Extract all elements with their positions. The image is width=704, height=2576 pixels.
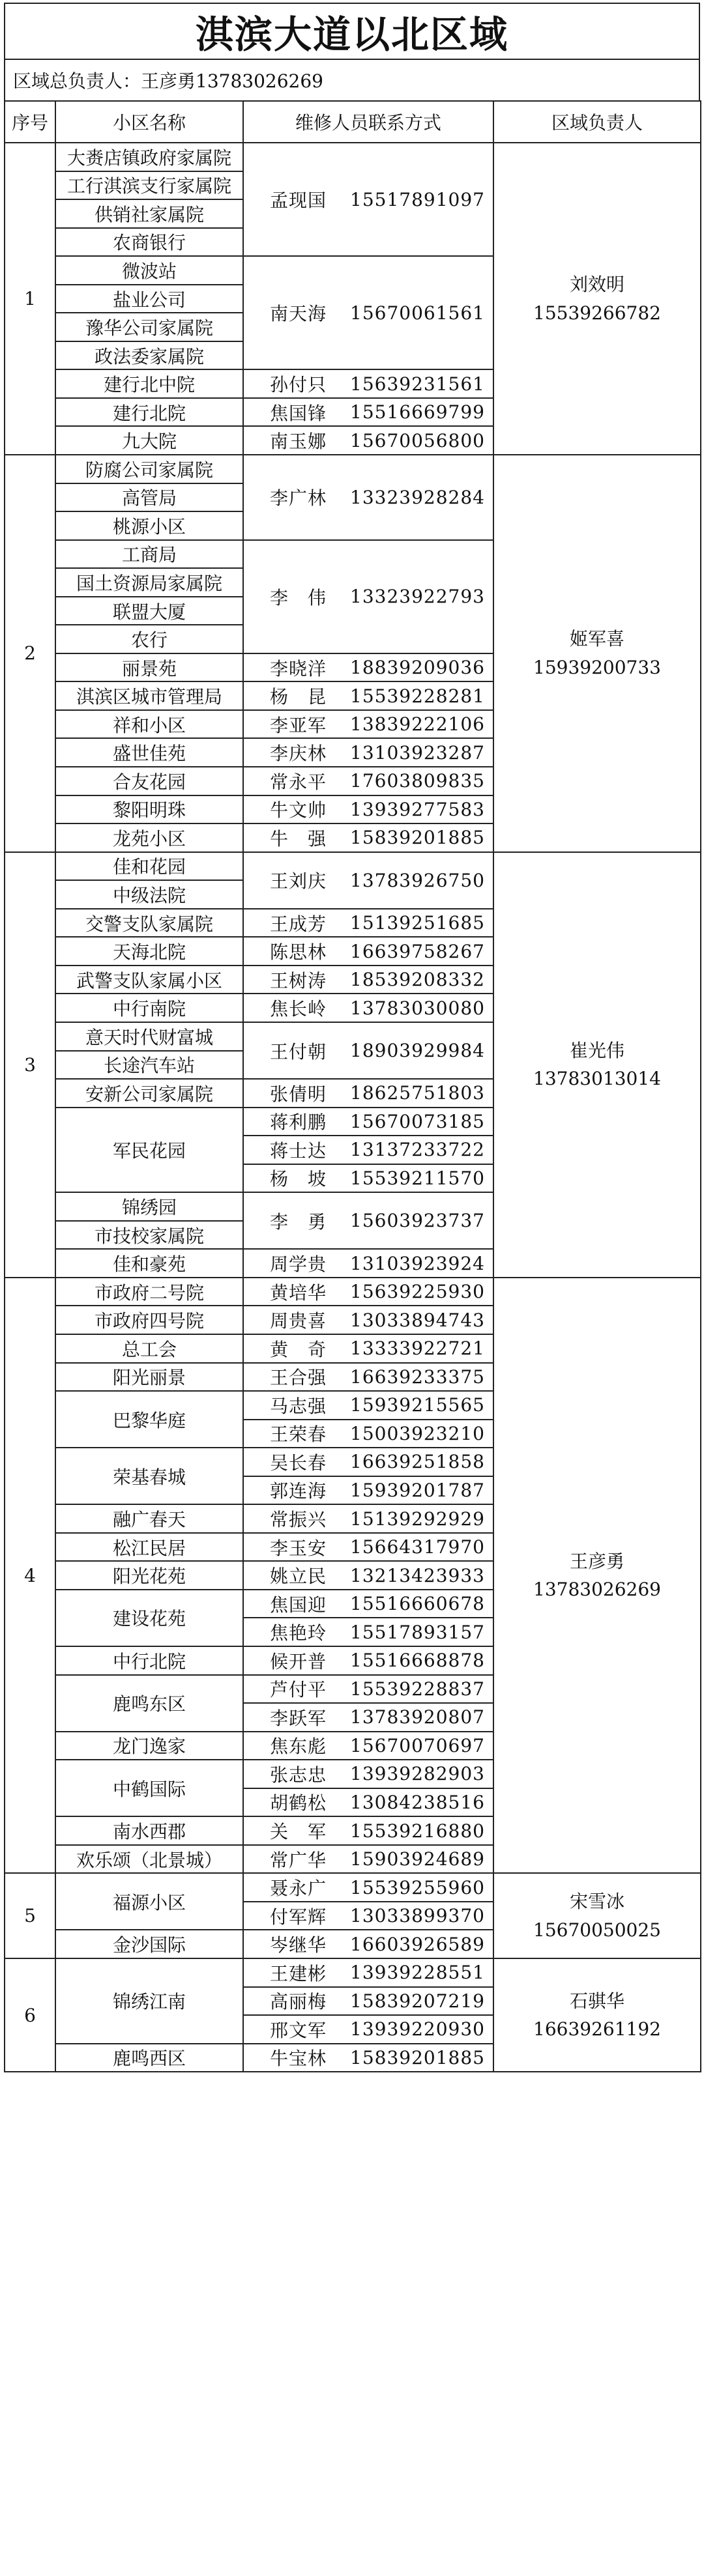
community-name: 建行北院 bbox=[55, 398, 243, 427]
table-row bbox=[5, 455, 701, 483]
repair-person-name: 牛宝林 bbox=[243, 2044, 341, 2072]
repair-person-phone: 18625751803 bbox=[341, 1079, 493, 1108]
repair-person-phone: 13137233722 bbox=[341, 1136, 493, 1164]
community-name: 中行南院 bbox=[55, 994, 243, 1022]
area-manager-name: 石骐华 bbox=[570, 1990, 625, 2012]
community-name: 阳光丽景 bbox=[55, 1363, 243, 1392]
area-manager bbox=[493, 1873, 701, 1958]
repair-person-phone: 13033899370 bbox=[341, 1902, 493, 1930]
repair-person-phone: 13939282903 bbox=[341, 1760, 493, 1788]
repair-person-name: 李晓洋 bbox=[243, 653, 341, 682]
repair-person-phone: 15939215565 bbox=[341, 1391, 493, 1420]
community-name: 福源小区 bbox=[55, 1873, 243, 1930]
community-name: 国土资源局家属院 bbox=[55, 568, 243, 597]
area-manager-phone: 15670050025 bbox=[533, 1919, 661, 1941]
community-name: 九大院 bbox=[55, 426, 243, 455]
repair-person-phone: 15539228281 bbox=[341, 681, 493, 710]
repair-person-name: 李亚军 bbox=[243, 710, 341, 739]
repair-person-phone: 15139292929 bbox=[341, 1504, 493, 1533]
repair-person-phone: 15516668878 bbox=[341, 1646, 493, 1675]
repair-person-phone: 13323922793 bbox=[341, 540, 493, 653]
community-name: 中级法院 bbox=[55, 880, 243, 909]
community-name: 长途汽车站 bbox=[55, 1051, 243, 1080]
repair-person-name: 黄 奇 bbox=[243, 1334, 341, 1363]
repair-person-name: 姚立民 bbox=[243, 1561, 341, 1590]
community-name: 桃源小区 bbox=[55, 511, 243, 540]
community-name: 融广春天 bbox=[55, 1504, 243, 1533]
repair-person-phone: 15539216880 bbox=[341, 1816, 493, 1845]
repair-person-name: 陈思林 bbox=[243, 937, 341, 966]
repair-person-name: 聂永广 bbox=[243, 1873, 341, 1902]
repair-person-name: 王付朝 bbox=[243, 1022, 341, 1079]
repair-person-name: 李 勇 bbox=[243, 1192, 341, 1249]
repair-person-phone: 15664317970 bbox=[341, 1533, 493, 1562]
repair-person-phone: 13783030080 bbox=[341, 994, 493, 1022]
community-name: 工商局 bbox=[55, 540, 243, 569]
repair-person-phone: 16639251858 bbox=[341, 1448, 493, 1476]
repair-person-name: 焦国迎 bbox=[243, 1590, 341, 1618]
repair-person-name: 焦长岭 bbox=[243, 994, 341, 1022]
area-manager bbox=[493, 852, 701, 1278]
community-name: 丽景苑 bbox=[55, 653, 243, 682]
community-name: 松江民居 bbox=[55, 1533, 243, 1562]
community-name: 防腐公司家属院 bbox=[55, 455, 243, 483]
area-manager-name: 刘效明 bbox=[570, 274, 625, 296]
community-name: 龙苑小区 bbox=[55, 823, 243, 852]
community-name: 锦绣园 bbox=[55, 1192, 243, 1221]
repair-person-phone: 16639758267 bbox=[341, 937, 493, 966]
repair-person-phone: 16639233375 bbox=[341, 1363, 493, 1392]
repair-person-name: 关 军 bbox=[243, 1816, 341, 1845]
repair-person-name: 胡鹤松 bbox=[243, 1788, 341, 1817]
repair-person-name: 周学贵 bbox=[243, 1249, 341, 1278]
area-manager-name: 崔光伟 bbox=[570, 1039, 625, 1061]
repair-person-name: 王建彬 bbox=[243, 1958, 341, 1987]
repair-person-name: 杨 坡 bbox=[243, 1164, 341, 1193]
repair-person-name: 周贵喜 bbox=[243, 1306, 341, 1334]
repair-person-phone: 15839201885 bbox=[341, 2044, 493, 2072]
community-name: 南水西郡 bbox=[55, 1816, 243, 1845]
area-manager bbox=[493, 1278, 701, 1873]
repair-person-name: 候开普 bbox=[243, 1646, 341, 1675]
group-number: 6 bbox=[5, 1958, 55, 2072]
repair-person-name: 郭连海 bbox=[243, 1476, 341, 1505]
table-row bbox=[5, 1958, 701, 1987]
repair-person-phone: 15670056800 bbox=[341, 426, 493, 455]
repair-person-phone: 15139251685 bbox=[341, 909, 493, 937]
repair-person-name: 焦艳玲 bbox=[243, 1618, 341, 1646]
community-name: 联盟大厦 bbox=[55, 597, 243, 625]
community-name: 龙门逸家 bbox=[55, 1732, 243, 1760]
table-body bbox=[5, 143, 701, 2072]
repair-person-phone: 13783920807 bbox=[341, 1703, 493, 1732]
repair-person-phone: 15516669799 bbox=[341, 398, 493, 427]
repair-person-name: 常广华 bbox=[243, 1845, 341, 1874]
table-row bbox=[5, 143, 701, 171]
table-row bbox=[5, 852, 701, 881]
repair-person-name: 孟现国 bbox=[243, 143, 341, 256]
repair-person-name: 孙付只 bbox=[243, 369, 341, 398]
area-manager-name: 王彦勇 bbox=[570, 1550, 625, 1572]
community-name: 盛世佳苑 bbox=[55, 738, 243, 767]
area-manager-phone: 16639261192 bbox=[533, 2018, 661, 2040]
area-manager-name: 宋雪冰 bbox=[570, 1891, 625, 1913]
repair-person-phone: 13333922721 bbox=[341, 1334, 493, 1363]
repair-person-name: 付军辉 bbox=[243, 1902, 341, 1930]
community-name: 市政府二号院 bbox=[55, 1278, 243, 1306]
group-number: 4 bbox=[5, 1278, 55, 1873]
repair-person-name: 黄培华 bbox=[243, 1278, 341, 1306]
repair-person-name: 王合强 bbox=[243, 1363, 341, 1392]
repair-person-phone: 15517891097 bbox=[341, 143, 493, 256]
repair-person-phone: 15539255960 bbox=[341, 1873, 493, 1902]
repair-person-name: 邢文军 bbox=[243, 2015, 341, 2044]
repair-person-name: 李跃军 bbox=[243, 1703, 341, 1732]
community-name: 市技校家属院 bbox=[55, 1221, 243, 1250]
community-name: 武警支队家属小区 bbox=[55, 966, 243, 994]
header-contact: 维修人员联系方式 bbox=[243, 101, 493, 143]
community-name: 安新公司家属院 bbox=[55, 1079, 243, 1108]
community-name: 阳光花苑 bbox=[55, 1561, 243, 1590]
community-name: 祥和小区 bbox=[55, 710, 243, 739]
repair-person-name: 李广林 bbox=[243, 455, 341, 540]
community-name: 黎阳明珠 bbox=[55, 795, 243, 824]
repair-person-name: 南玉娜 bbox=[243, 426, 341, 455]
repair-person-phone: 15539228837 bbox=[341, 1675, 493, 1704]
repair-person-phone: 15903924689 bbox=[341, 1845, 493, 1874]
community-name: 交警支队家属院 bbox=[55, 909, 243, 937]
repair-person-phone: 15670061561 bbox=[341, 256, 493, 369]
community-name: 政法委家属院 bbox=[55, 341, 243, 370]
area-manager bbox=[493, 143, 701, 455]
repair-person-phone: 15003923210 bbox=[341, 1420, 493, 1448]
repair-person-name: 牛文帅 bbox=[243, 795, 341, 824]
repair-person-phone: 15839207219 bbox=[341, 1987, 493, 2016]
area-manager bbox=[493, 1958, 701, 2072]
repair-person-phone: 18539208332 bbox=[341, 966, 493, 994]
community-name: 淇滨区城市管理局 bbox=[55, 681, 243, 710]
repair-person-phone: 15939201787 bbox=[341, 1476, 493, 1505]
contact-table bbox=[4, 100, 701, 2072]
repair-person-name: 李庆林 bbox=[243, 738, 341, 767]
overall-manager: 区域总负责人：王彦勇13783026269 bbox=[4, 59, 700, 100]
contact-sheet bbox=[4, 3, 700, 2072]
group-number: 3 bbox=[5, 852, 55, 1278]
repair-person-name: 蒋利鹏 bbox=[243, 1108, 341, 1136]
community-name: 合友花园 bbox=[55, 767, 243, 795]
community-name: 意天时代财富城 bbox=[55, 1022, 243, 1051]
header-community: 小区名称 bbox=[55, 101, 243, 143]
repair-person-name: 张志忠 bbox=[243, 1760, 341, 1788]
community-name: 总工会 bbox=[55, 1334, 243, 1363]
repair-person-name: 牛 强 bbox=[243, 823, 341, 852]
community-name: 鹿鸣西区 bbox=[55, 2044, 243, 2072]
repair-person-phone: 17603809835 bbox=[341, 767, 493, 795]
area-manager-phone: 13783026269 bbox=[533, 1579, 661, 1601]
repair-person-name: 张倩明 bbox=[243, 1079, 341, 1108]
repair-person-name: 马志强 bbox=[243, 1391, 341, 1420]
community-name: 建行北中院 bbox=[55, 369, 243, 398]
repair-person-phone: 13033894743 bbox=[341, 1306, 493, 1334]
repair-person-name: 王成芳 bbox=[243, 909, 341, 937]
repair-person-phone: 13939220930 bbox=[341, 2015, 493, 2044]
group-number: 5 bbox=[5, 1873, 55, 1958]
community-name: 金沙国际 bbox=[55, 1930, 243, 1958]
repair-person-phone: 15516660678 bbox=[341, 1590, 493, 1618]
community-name: 供销社家属院 bbox=[55, 199, 243, 228]
community-name: 天海北院 bbox=[55, 937, 243, 966]
table-row bbox=[5, 1278, 701, 1306]
repair-person-name: 高丽梅 bbox=[243, 1987, 341, 2016]
community-name: 中行北院 bbox=[55, 1646, 243, 1675]
area-manager bbox=[493, 455, 701, 852]
repair-person-name: 李 伟 bbox=[243, 540, 341, 653]
repair-person-phone: 15639225930 bbox=[341, 1278, 493, 1306]
area-manager-phone: 15539266782 bbox=[533, 302, 661, 324]
repair-person-phone: 15517893157 bbox=[341, 1618, 493, 1646]
community-name: 市政府四号院 bbox=[55, 1306, 243, 1334]
repair-person-phone: 13103923924 bbox=[341, 1249, 493, 1278]
community-name: 建设花苑 bbox=[55, 1590, 243, 1646]
repair-person-phone: 13213423933 bbox=[341, 1561, 493, 1590]
repair-person-phone: 15539211570 bbox=[341, 1164, 493, 1193]
repair-person-name: 王荣春 bbox=[243, 1420, 341, 1448]
community-name: 农商银行 bbox=[55, 228, 243, 257]
area-manager-phone: 15939200733 bbox=[533, 656, 661, 678]
repair-person-name: 焦东彪 bbox=[243, 1732, 341, 1760]
header-row bbox=[5, 101, 701, 143]
repair-person-phone: 15670073185 bbox=[341, 1108, 493, 1136]
repair-person-phone: 15639231561 bbox=[341, 369, 493, 398]
repair-person-name: 芦付平 bbox=[243, 1675, 341, 1704]
community-name: 佳和花园 bbox=[55, 852, 243, 881]
table-row bbox=[5, 1873, 701, 1902]
area-manager-name: 姬军喜 bbox=[570, 628, 625, 650]
repair-person-name: 蒋士达 bbox=[243, 1136, 341, 1164]
community-name: 欢乐颂（北景城） bbox=[55, 1845, 243, 1874]
repair-person-phone: 13103923287 bbox=[341, 738, 493, 767]
community-name: 荣基春城 bbox=[55, 1448, 243, 1504]
repair-person-name: 常永平 bbox=[243, 767, 341, 795]
repair-person-name: 南天海 bbox=[243, 256, 341, 369]
group-number: 2 bbox=[5, 455, 55, 852]
community-name: 盐业公司 bbox=[55, 285, 243, 313]
repair-person-phone: 18903929984 bbox=[341, 1022, 493, 1079]
community-name: 农行 bbox=[55, 625, 243, 653]
repair-person-name: 杨 昆 bbox=[243, 681, 341, 710]
community-name: 锦绣江南 bbox=[55, 1958, 243, 2044]
community-name: 大赉店镇政府家属院 bbox=[55, 143, 243, 171]
community-name: 工行淇滨支行家属院 bbox=[55, 171, 243, 200]
repair-person-phone: 15839201885 bbox=[341, 823, 493, 852]
repair-person-phone: 13839222106 bbox=[341, 710, 493, 739]
repair-person-name: 李玉安 bbox=[243, 1533, 341, 1562]
community-name: 佳和豪苑 bbox=[55, 1249, 243, 1278]
repair-person-phone: 18839209036 bbox=[341, 653, 493, 682]
community-name: 巴黎华庭 bbox=[55, 1391, 243, 1448]
area-manager-phone: 13783013014 bbox=[533, 1068, 661, 1090]
community-name: 微波站 bbox=[55, 256, 243, 285]
community-name: 中鹤国际 bbox=[55, 1760, 243, 1816]
community-name: 高管局 bbox=[55, 483, 243, 512]
header-manager: 区域负责人 bbox=[493, 101, 701, 143]
repair-person-name: 岑继华 bbox=[243, 1930, 341, 1958]
repair-person-name: 吴长春 bbox=[243, 1448, 341, 1476]
repair-person-phone: 13783926750 bbox=[341, 852, 493, 909]
repair-person-name: 焦国锋 bbox=[243, 398, 341, 427]
repair-person-phone: 13084238516 bbox=[341, 1788, 493, 1817]
repair-person-phone: 15670070697 bbox=[341, 1732, 493, 1760]
repair-person-phone: 13323928284 bbox=[341, 455, 493, 540]
repair-person-phone: 13939277583 bbox=[341, 795, 493, 824]
repair-person-phone: 13939228551 bbox=[341, 1958, 493, 1987]
repair-person-name: 常振兴 bbox=[243, 1504, 341, 1533]
community-name: 军民花园 bbox=[55, 1108, 243, 1193]
community-name: 豫华公司家属院 bbox=[55, 313, 243, 341]
page-title: 淇滨大道以北区域 bbox=[4, 3, 700, 59]
header-number: 序号 bbox=[5, 101, 55, 143]
community-name: 鹿鸣东区 bbox=[55, 1675, 243, 1732]
repair-person-phone: 15603923737 bbox=[341, 1192, 493, 1249]
repair-person-name: 王树涛 bbox=[243, 966, 341, 994]
group-number: 1 bbox=[5, 143, 55, 455]
repair-person-phone: 16603926589 bbox=[341, 1930, 493, 1958]
repair-person-name: 王刘庆 bbox=[243, 852, 341, 909]
